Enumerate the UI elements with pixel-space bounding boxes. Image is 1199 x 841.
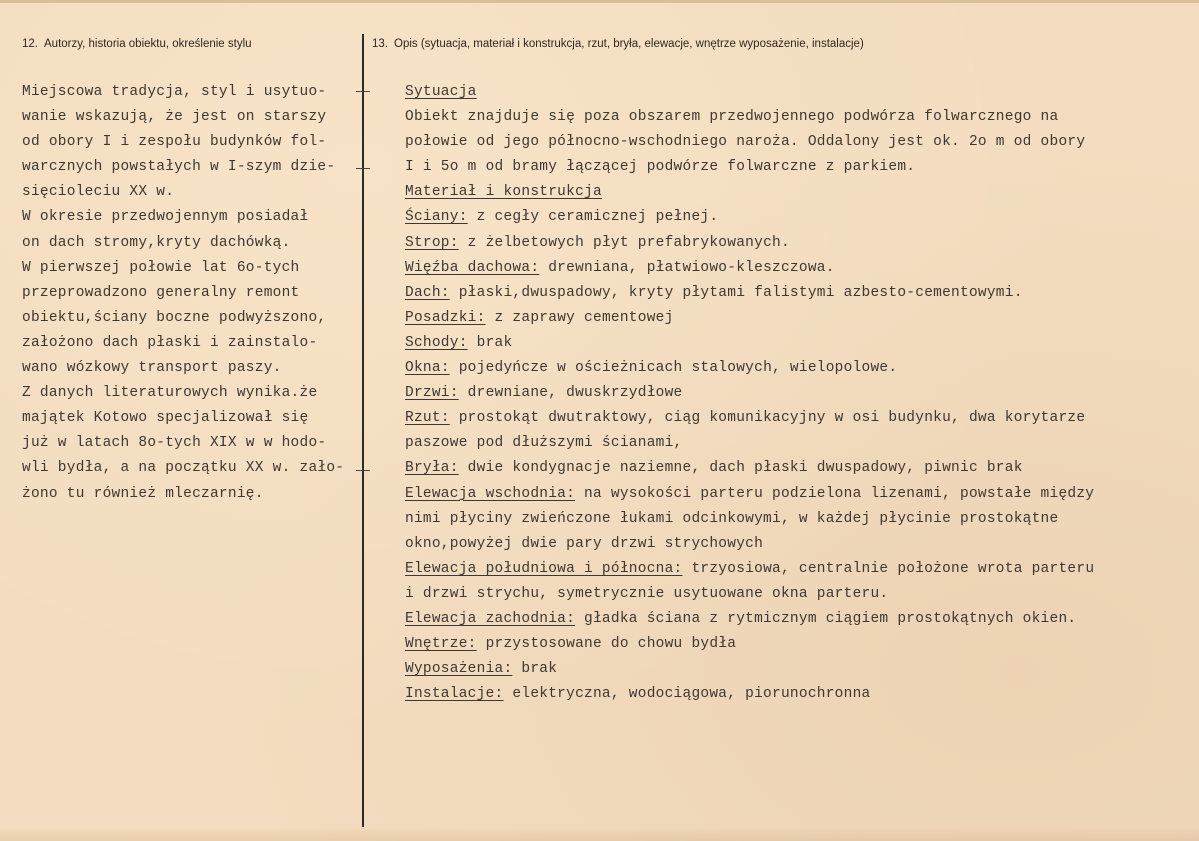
- description-line: [405, 205, 1195, 230]
- description-line: [405, 331, 1195, 356]
- field-value: drewniane, dwuskrzydłowe: [458, 385, 683, 402]
- history-line: Z danych literaturowych wynika.że: [22, 385, 318, 402]
- description-text: [405, 80, 1195, 707]
- description-line: [405, 130, 1195, 155]
- field-label: Dach:: [405, 284, 450, 301]
- field-label: Okna:: [405, 360, 450, 377]
- description-line: [405, 231, 1195, 256]
- field-label: Strop:: [405, 234, 459, 251]
- section-13-header: [372, 38, 864, 56]
- field-label: Elewacja południowa i północna:: [405, 560, 683, 577]
- field-label: Więźba dachowa:: [405, 259, 540, 276]
- field-label: Sytuacja: [405, 84, 477, 100]
- history-line: od obory I i zespołu budynków fol-: [22, 134, 327, 151]
- description-line: [405, 557, 1195, 582]
- field-label: Schody:: [405, 334, 468, 351]
- field-value: z cegły ceramicznej pełnej.: [467, 209, 719, 226]
- field-value: przystosowane do chowu bydła: [476, 636, 737, 653]
- field-value: I i 5o m od bramy łączącej podwórze folwarczne z parkiem.: [405, 159, 916, 176]
- history-line: wano wózkowy transport paszy.: [22, 360, 282, 377]
- field-value: Obiekt znajduje się poza obszarem przedwojennego podwórza folwarcznego na: [405, 109, 1059, 126]
- section-12-header: [22, 38, 252, 56]
- field-value: elektryczna, wodociągowa, piorunochronna: [503, 686, 871, 703]
- field-value: z żelbetowych płyt prefabrykowanych.: [458, 234, 790, 251]
- field-label: Ściany:: [405, 209, 468, 226]
- field-label: Elewacja zachodnia:: [405, 610, 576, 627]
- history-line: on dach stromy,kryty dachówką.: [22, 234, 291, 251]
- field-label: Rzut:: [405, 410, 450, 427]
- description-line: [405, 657, 1195, 682]
- history-line: założono dach płaski i zainstalo-: [22, 334, 318, 351]
- field-label: Elewacja wschodnia:: [405, 485, 576, 502]
- field-value: dwie kondygnacje naziemne, dach płaski dwuspadowy, piwnic brak: [458, 460, 1023, 477]
- history-line: sięcioleciu XX w.: [22, 184, 175, 201]
- description-line: [405, 507, 1195, 532]
- description-line: [405, 582, 1195, 607]
- section-12-title: Autorzy, historia obiektu, określenie stylu: [44, 38, 252, 50]
- description-line: [405, 456, 1195, 481]
- history-line: już w latach 8o-tych XIX w w hodo-: [22, 435, 327, 452]
- field-value: trzyosiowa, centralnie położone wrota parteru: [682, 560, 1095, 577]
- history-line: majątek Kotowo specjalizował się: [22, 410, 309, 427]
- history-line: wli bydła, a na początku XX w. zało-: [22, 460, 345, 477]
- description-line: [405, 682, 1195, 707]
- history-line: Miejscowa tradycja, styl i usytuo-: [22, 84, 327, 100]
- description-line: [405, 105, 1195, 130]
- field-label: Posadzki:: [405, 309, 486, 326]
- description-line: [405, 306, 1195, 331]
- field-value: i drzwi strychu, symetrycznie usytuowane okna parteru.: [405, 585, 889, 602]
- field-label: Materiał i konstrukcja: [405, 184, 602, 201]
- description-line: [405, 180, 1195, 205]
- field-value: okno,powyżej dwie pary drzwi strychowych: [405, 535, 764, 552]
- history-line: obiektu,ściany boczne podwyższono,: [22, 309, 327, 326]
- field-label: Drzwi:: [405, 385, 459, 402]
- description-line: [405, 632, 1195, 657]
- field-label: Bryła:: [405, 460, 459, 477]
- description-line: [405, 256, 1195, 281]
- field-value: paszowe pod dłuższymi ścianami,: [405, 435, 683, 452]
- card-top-edge: [0, 0, 1199, 3]
- field-label: Wyposażenia:: [405, 661, 513, 678]
- field-value: brak: [512, 661, 558, 678]
- field-label: Instalacje:: [405, 686, 504, 703]
- field-value: z zaprawy cementowej: [485, 309, 674, 326]
- card-bottom-shade: [0, 827, 1199, 841]
- field-value: brak: [467, 334, 513, 351]
- field-value: drewniana, płatwiowo-kleszczowa.: [539, 259, 835, 276]
- description-line: [405, 80, 1195, 105]
- history-line: żono tu również mleczarnię.: [22, 485, 264, 502]
- description-line: [405, 155, 1195, 180]
- field-value: na wysokości parteru podzielona lizenami, powstałe między: [575, 485, 1095, 502]
- field-value: prostokąt dwutraktowy, ciąg komunikacyjny w osi budynku, dwa korytarze: [449, 410, 1086, 427]
- section-13-title: Opis (sytuacja, materiał i konstrukcja, rzut, bryła, elewacje, wnętrze wyposażenie, instalacje): [394, 38, 864, 50]
- history-line: przeprowadzono generalny remont: [22, 284, 300, 301]
- section-12-number: 12.: [22, 38, 38, 50]
- history-line: warcznych powstałych w I-szym dzie-: [22, 159, 336, 176]
- field-value: pojedyńcze w ościeżnicach stalowych, wielopolowe.: [449, 360, 898, 377]
- field-value: nimi płyciny zwieńczone łukami odcinkowymi, w każdej płycinie prostokątne: [405, 510, 1059, 527]
- description-line: [405, 431, 1195, 456]
- description-line: [405, 281, 1195, 306]
- description-line: [405, 607, 1195, 632]
- description-line: [405, 356, 1195, 381]
- field-value: gładka ściana z rytmicznym ciągiem prostokątnych okien.: [575, 610, 1077, 627]
- history-line: W okresie przedwojennym posiadał: [22, 209, 309, 226]
- history-text: [22, 80, 376, 507]
- description-line: [405, 381, 1195, 406]
- description-line: [405, 482, 1195, 507]
- field-value: płaski,dwuspadowy, kryty płytami falistymi azbesto-cementowymi.: [449, 284, 1023, 301]
- history-line: W pierwszej połowie lat 6o-tych: [22, 259, 300, 276]
- history-line: wanie wskazują, że jest on starszy: [22, 109, 327, 126]
- description-line: [405, 406, 1195, 431]
- section-13-number: 13.: [372, 38, 388, 50]
- field-value: połowie od jego północno-wschodniego naroża. Oddalony jest ok. 2o m od obory: [405, 134, 1086, 151]
- field-label: Wnętrze:: [405, 636, 477, 653]
- description-line: [405, 532, 1195, 557]
